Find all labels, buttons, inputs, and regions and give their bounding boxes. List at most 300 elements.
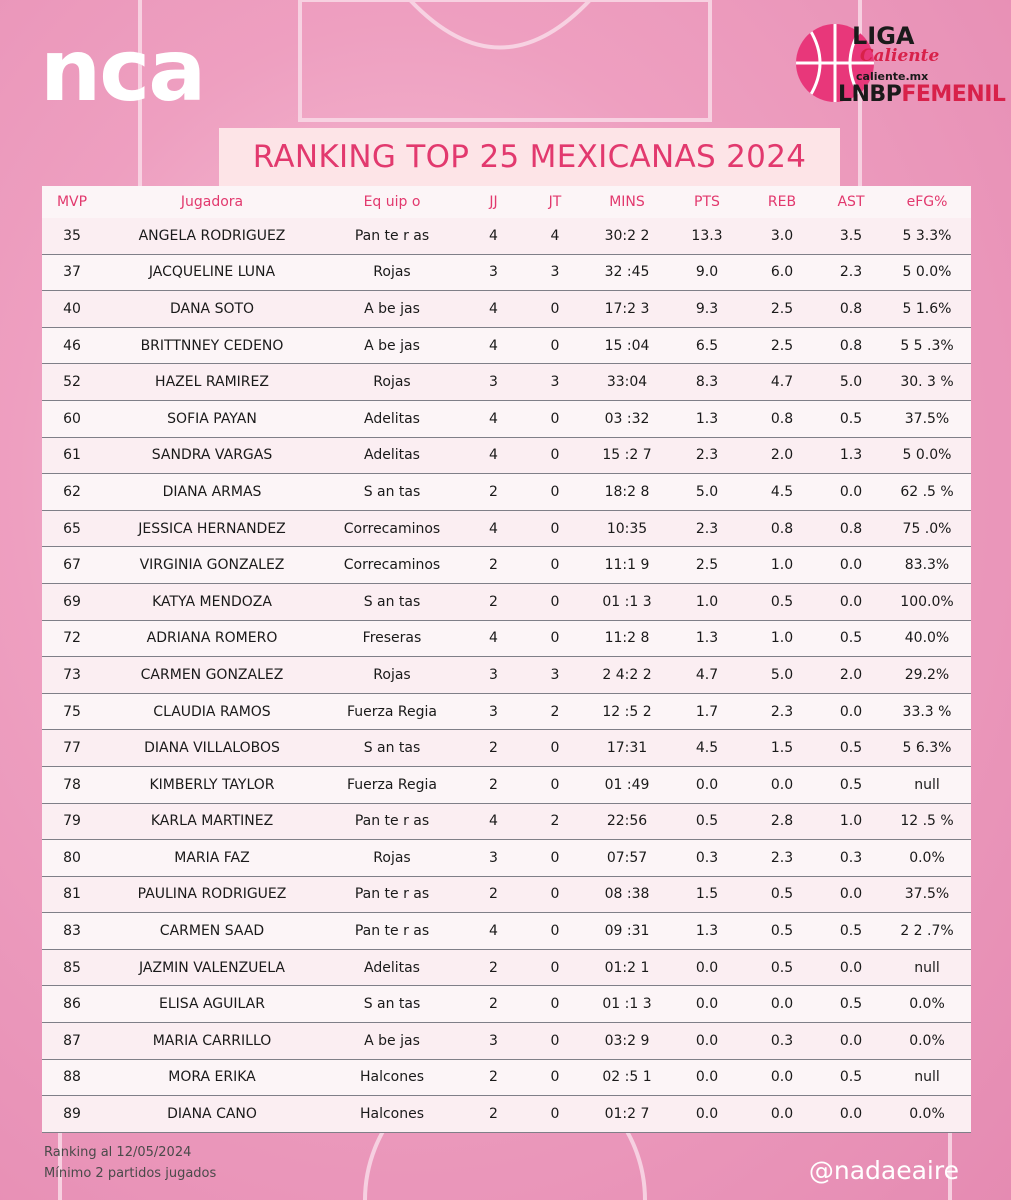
table-cell: 0.0% bbox=[909, 849, 945, 866]
table-cell: 0.8 bbox=[839, 520, 863, 537]
table-cell: 12 :5 2 bbox=[602, 703, 652, 720]
table-cell: 3.0 bbox=[770, 227, 794, 244]
table-cell: 3 bbox=[489, 849, 498, 866]
table-cell: Fuerza Regia bbox=[347, 703, 437, 720]
table-cell: 75 .0% bbox=[902, 520, 952, 537]
page-title: RANKING TOP 25 MEXICANAS 2024 bbox=[252, 139, 807, 175]
table-cell: 2 bbox=[550, 703, 560, 720]
table-cell: Fuerza Regia bbox=[347, 776, 437, 793]
table-cell: 0.5 bbox=[695, 813, 719, 830]
liga-text: LIGA bbox=[852, 22, 915, 50]
table-row bbox=[42, 913, 971, 950]
table-cell: VIRGINIA GONZALEZ bbox=[139, 557, 285, 574]
nca-logo: nca bbox=[40, 21, 205, 121]
table-row bbox=[42, 1023, 971, 1060]
table-cell: 2 bbox=[489, 1106, 498, 1123]
column-header: MINS bbox=[609, 194, 645, 210]
column-header: AST bbox=[837, 194, 865, 210]
table-cell: 2 bbox=[489, 886, 498, 903]
table-cell: 0.5 bbox=[839, 740, 863, 757]
table-cell: Adelitas bbox=[364, 447, 420, 464]
table-row bbox=[42, 694, 971, 731]
table-cell: 2 bbox=[489, 593, 498, 610]
femenil-text: FEMENIL bbox=[901, 82, 1006, 107]
table-cell: 4.5 bbox=[770, 483, 794, 500]
table-cell: 0.0 bbox=[839, 557, 863, 574]
table-cell: 2.3 bbox=[695, 447, 719, 464]
table-cell: 0.0 bbox=[695, 776, 719, 793]
table-cell: 0.5 bbox=[839, 410, 863, 427]
table-cell: 33.3 % bbox=[902, 703, 952, 720]
table-header bbox=[42, 186, 971, 218]
table-cell: 0 bbox=[550, 1032, 560, 1049]
table-cell: null bbox=[914, 1069, 940, 1086]
table-cell: 73 bbox=[63, 666, 81, 683]
table-cell: 75 bbox=[63, 703, 81, 720]
table-row bbox=[42, 255, 971, 292]
table-cell: 0.0 bbox=[695, 1069, 719, 1086]
lnbp-text: LNBP bbox=[838, 82, 902, 107]
table-cell: 0.8 bbox=[770, 520, 794, 537]
table-cell: 5 1.6% bbox=[902, 300, 952, 317]
table-row bbox=[42, 218, 971, 255]
table-cell: 3 bbox=[489, 264, 498, 281]
table-cell: 37.5% bbox=[904, 886, 950, 903]
table-cell: 1.0 bbox=[695, 593, 719, 610]
table-cell: Adelitas bbox=[364, 959, 420, 976]
table-cell: 2.0 bbox=[839, 666, 863, 683]
table-cell: HAZEL RAMIREZ bbox=[155, 374, 269, 391]
table-cell: 4 bbox=[489, 630, 498, 647]
table-cell: 0 bbox=[550, 1106, 560, 1123]
table-cell: 2.5 bbox=[770, 337, 794, 354]
table-cell: 5.0 bbox=[839, 374, 863, 391]
table-cell: 0 bbox=[550, 886, 560, 903]
ranking-table bbox=[42, 186, 971, 1133]
table-cell: 0 bbox=[550, 740, 560, 757]
table-cell: 0 bbox=[550, 300, 560, 317]
table-cell: 3 bbox=[550, 374, 560, 391]
table-row bbox=[42, 840, 971, 877]
table-cell: null bbox=[914, 776, 940, 793]
table-cell: Correcaminos bbox=[343, 520, 441, 537]
table-cell: JACQUELINE LUNA bbox=[148, 264, 276, 281]
table-cell: 4.7 bbox=[695, 666, 719, 683]
table-row bbox=[42, 950, 971, 987]
table-cell: 3 bbox=[489, 374, 498, 391]
table-cell: 0.0 bbox=[839, 959, 863, 976]
table-cell: ELISA AGUILAR bbox=[159, 996, 265, 1013]
table-cell: 2 4:2 2 bbox=[602, 666, 652, 683]
table-cell: MARIA CARRILLO bbox=[152, 1032, 272, 1049]
liga-logo bbox=[796, 22, 1006, 112]
table-cell: 9.3 bbox=[695, 300, 719, 317]
table-cell: 1.3 bbox=[695, 410, 719, 427]
table-cell: 0 bbox=[550, 776, 560, 793]
table-cell: 0 bbox=[550, 593, 560, 610]
table-cell: 2 bbox=[489, 996, 498, 1013]
table-cell: 1.3 bbox=[695, 630, 719, 647]
table-cell: KIMBERLY TAYLOR bbox=[149, 776, 275, 793]
table-cell: 1.0 bbox=[770, 630, 794, 647]
table-cell: 4.5 bbox=[695, 740, 719, 757]
table-cell: 09 :31 bbox=[604, 923, 650, 940]
table-cell: 37.5% bbox=[904, 410, 950, 427]
table-cell: null bbox=[914, 959, 940, 976]
table-cell: 0.0 bbox=[695, 1106, 719, 1123]
table-cell: 0 bbox=[550, 959, 560, 976]
table-cell: 0 bbox=[550, 447, 560, 464]
table-cell: A be jas bbox=[364, 300, 420, 317]
column-header: JJ bbox=[489, 194, 498, 210]
table-cell: 5.0 bbox=[770, 666, 794, 683]
table-cell: 100.0% bbox=[900, 593, 954, 610]
table-cell: SANDRA VARGAS bbox=[151, 447, 273, 464]
table-cell: 15 :2 7 bbox=[602, 447, 652, 464]
table-cell: 01:2 1 bbox=[604, 959, 650, 976]
table-cell: 0.5 bbox=[839, 776, 863, 793]
table-row bbox=[42, 364, 971, 401]
table-cell: 01 :1 3 bbox=[602, 593, 652, 610]
table-cell: 52 bbox=[63, 374, 81, 391]
table-cell: ADRIANA ROMERO bbox=[146, 630, 278, 647]
table-cell: 0 bbox=[550, 520, 560, 537]
lnbp-femenil-text bbox=[838, 82, 1005, 107]
table-cell: 29.2% bbox=[904, 666, 950, 683]
table-cell: 30:2 2 bbox=[604, 227, 650, 244]
table-cell: Adelitas bbox=[364, 410, 420, 427]
table-cell: 0 bbox=[550, 923, 560, 940]
table-cell: 0.0 bbox=[695, 996, 719, 1013]
table-cell: S an tas bbox=[363, 996, 421, 1013]
table-cell: 83.3% bbox=[904, 557, 950, 574]
table-cell: 1.5 bbox=[695, 886, 719, 903]
table-cell: CARMEN SAAD bbox=[159, 923, 265, 940]
table-cell: 40 bbox=[63, 300, 81, 317]
table-cell: 2.5 bbox=[695, 557, 719, 574]
table-cell: Rojas bbox=[373, 849, 411, 866]
table-cell: 62 .5 % bbox=[900, 483, 954, 500]
table-cell: 11:1 9 bbox=[604, 557, 650, 574]
table-cell: 78 bbox=[63, 776, 81, 793]
table-row bbox=[42, 804, 971, 841]
table-cell: 0.0 bbox=[839, 886, 863, 903]
table-cell: 3 bbox=[489, 666, 498, 683]
table-cell: A be jas bbox=[364, 337, 420, 354]
table-cell: BRITTNNEY CEDENO bbox=[140, 337, 284, 354]
table-cell: 01 :1 3 bbox=[602, 996, 652, 1013]
table-cell: 4 bbox=[489, 300, 498, 317]
table-cell: 0.5 bbox=[839, 1069, 863, 1086]
table-cell: 3.5 bbox=[839, 227, 863, 244]
table-cell: 0.5 bbox=[839, 630, 863, 647]
table-cell: 18:2 8 bbox=[604, 483, 650, 500]
table-cell: 0.0 bbox=[770, 996, 794, 1013]
table-cell: 0 bbox=[550, 557, 560, 574]
table-cell: 01:2 7 bbox=[604, 1106, 650, 1123]
table-cell: 72 bbox=[63, 630, 81, 647]
table-cell: 4 bbox=[489, 447, 498, 464]
table-cell: 89 bbox=[63, 1106, 81, 1123]
table-row bbox=[42, 584, 971, 621]
table-cell: 0.0 bbox=[770, 1069, 794, 1086]
table-cell: Pan te r as bbox=[354, 923, 430, 940]
table-cell: CLAUDIA RAMOS bbox=[153, 703, 271, 720]
table-cell: 2 2 .7% bbox=[900, 923, 954, 940]
table-cell: 5.0 bbox=[695, 483, 719, 500]
table-row bbox=[42, 401, 971, 438]
table-cell: 2.0 bbox=[770, 447, 794, 464]
table-cell: 02 :5 1 bbox=[602, 1069, 652, 1086]
table-cell: 32 :45 bbox=[604, 264, 650, 281]
table-cell: 17:31 bbox=[606, 740, 648, 757]
table-cell: 0.8 bbox=[839, 337, 863, 354]
table-cell: 5 5 .3% bbox=[900, 337, 954, 354]
table-cell: Halcones bbox=[359, 1069, 425, 1086]
column-header: eFG% bbox=[906, 194, 948, 210]
table-cell: 12 .5 % bbox=[900, 813, 954, 830]
table-row bbox=[42, 511, 971, 548]
table-cell: 03:2 9 bbox=[604, 1032, 650, 1049]
table-cell: 30. 3 % bbox=[900, 374, 954, 391]
table-cell: 4 bbox=[489, 923, 498, 940]
table-cell: 4 bbox=[489, 520, 498, 537]
table-cell: 83 bbox=[63, 923, 81, 940]
table-cell: Halcones bbox=[359, 1106, 425, 1123]
table-cell: 6.0 bbox=[770, 264, 794, 281]
table-cell: 1.5 bbox=[770, 740, 794, 757]
table-cell: MORA ERIKA bbox=[168, 1069, 256, 1086]
table-cell: 35 bbox=[63, 227, 81, 244]
table-cell: 4 bbox=[489, 337, 498, 354]
table-cell: 0.3 bbox=[770, 1032, 794, 1049]
table-cell: 37 bbox=[63, 264, 81, 281]
table-cell: 0.0 bbox=[770, 1106, 794, 1123]
table-cell: A be jas bbox=[364, 1032, 420, 1049]
column-header: Jugadora bbox=[180, 194, 244, 210]
table-cell: 77 bbox=[63, 740, 81, 757]
table-cell: Pan te r as bbox=[354, 813, 430, 830]
table-cell: 0 bbox=[550, 1069, 560, 1086]
table-cell: KARLA MARTINEZ bbox=[150, 813, 274, 830]
table-cell: 1.3 bbox=[839, 447, 863, 464]
column-header: Eq uip o bbox=[363, 194, 421, 210]
column-header: PTS bbox=[694, 194, 720, 210]
table-cell: 2 bbox=[489, 1069, 498, 1086]
table-cell: 0.5 bbox=[770, 886, 794, 903]
table-cell: 85 bbox=[63, 959, 81, 976]
table-cell: 0.0% bbox=[909, 1032, 945, 1049]
table-cell: 0.0 bbox=[839, 1106, 863, 1123]
social-handle: @nadaeaire bbox=[808, 1156, 959, 1185]
table-row bbox=[42, 1060, 971, 1097]
table-cell: 3 bbox=[550, 264, 560, 281]
table-cell: 5 0.0% bbox=[902, 264, 952, 281]
table-cell: 0.0 bbox=[839, 1032, 863, 1049]
table-row bbox=[42, 986, 971, 1023]
table-cell: 88 bbox=[63, 1069, 81, 1086]
table-cell: 10:35 bbox=[606, 520, 648, 537]
table-cell: 5 6.3% bbox=[902, 740, 952, 757]
table-cell: 0.5 bbox=[770, 959, 794, 976]
table-cell: 4 bbox=[489, 813, 498, 830]
table-cell: 1.0 bbox=[839, 813, 863, 830]
title-banner bbox=[219, 128, 840, 186]
table-cell: ANGELA RODRIGUEZ bbox=[138, 227, 286, 244]
table-cell: 07:57 bbox=[606, 849, 648, 866]
table-cell: 3 bbox=[489, 703, 498, 720]
table-cell: 62 bbox=[63, 483, 81, 500]
table-cell: 6.5 bbox=[695, 337, 719, 354]
table-cell: 15 :04 bbox=[604, 337, 650, 354]
table-cell: 03 :32 bbox=[604, 410, 650, 427]
table-cell: 0.0 bbox=[839, 593, 863, 610]
column-header: MVP bbox=[56, 194, 88, 210]
table-cell: 2 bbox=[489, 557, 498, 574]
table-cell: 0.0% bbox=[909, 996, 945, 1013]
table-body bbox=[42, 218, 971, 1133]
table-row bbox=[42, 730, 971, 767]
table-cell: DIANA CANO bbox=[167, 1106, 257, 1123]
table-cell: 87 bbox=[63, 1032, 81, 1049]
table-cell: 22:56 bbox=[606, 813, 648, 830]
table-cell: Rojas bbox=[373, 666, 411, 683]
table-cell: 4 bbox=[550, 227, 560, 244]
table-cell: Freseras bbox=[362, 630, 422, 647]
table-cell: 2.5 bbox=[770, 300, 794, 317]
table-cell: S an tas bbox=[363, 740, 421, 757]
table-cell: Rojas bbox=[373, 264, 411, 281]
footnotes bbox=[44, 1142, 216, 1184]
table-cell: 40.0% bbox=[904, 630, 950, 647]
table-cell: 0 bbox=[550, 483, 560, 500]
table-cell: 33:04 bbox=[606, 374, 648, 391]
table-cell: 01 :49 bbox=[604, 776, 650, 793]
table-cell: 61 bbox=[63, 447, 81, 464]
table-cell: 4 bbox=[489, 410, 498, 427]
table-cell: 2 bbox=[489, 959, 498, 976]
table-cell: SOFIA PAYAN bbox=[167, 410, 257, 427]
table-cell: 0.0 bbox=[770, 776, 794, 793]
table-cell: 0 bbox=[550, 337, 560, 354]
table-cell: 81 bbox=[63, 886, 81, 903]
table-cell: 0.0 bbox=[695, 1032, 719, 1049]
table-cell: 0.0 bbox=[695, 959, 719, 976]
table-row bbox=[42, 767, 971, 804]
table-cell: S an tas bbox=[363, 483, 421, 500]
table-cell: 67 bbox=[63, 557, 81, 574]
table-cell: DIANA ARMAS bbox=[162, 483, 262, 500]
table-cell: 2 bbox=[489, 483, 498, 500]
table-cell: DANA SOTO bbox=[169, 300, 255, 317]
table-cell: 4 bbox=[489, 227, 498, 244]
table-cell: 8.3 bbox=[695, 374, 719, 391]
table-cell: 80 bbox=[63, 849, 81, 866]
table-cell: 1.7 bbox=[695, 703, 719, 720]
table-cell: Correcaminos bbox=[343, 557, 441, 574]
table-cell: 2 bbox=[489, 776, 498, 793]
table-cell: 5 0.0% bbox=[902, 447, 952, 464]
table-cell: DIANA VILLALOBOS bbox=[144, 740, 280, 757]
table-cell: 86 bbox=[63, 996, 81, 1013]
table-row bbox=[42, 438, 971, 475]
table-cell: 0.5 bbox=[770, 593, 794, 610]
table-cell: 0.0% bbox=[909, 1106, 945, 1123]
table-cell: 0.3 bbox=[839, 849, 863, 866]
table-cell: 4.7 bbox=[770, 374, 794, 391]
table-cell: MARIA FAZ bbox=[174, 849, 250, 866]
column-header: REB bbox=[767, 194, 797, 210]
table-cell: 65 bbox=[63, 520, 81, 537]
table-cell: 0 bbox=[550, 996, 560, 1013]
table-row bbox=[42, 474, 971, 511]
table-cell: S an tas bbox=[363, 593, 421, 610]
table-cell: 2.3 bbox=[770, 849, 794, 866]
column-header: JT bbox=[548, 194, 562, 210]
table-cell: 46 bbox=[63, 337, 81, 354]
table-cell: Pan te r as bbox=[354, 227, 430, 244]
table-cell: 0.5 bbox=[839, 923, 863, 940]
minimum-games-note: Mínimo 2 partidos jugados bbox=[44, 1166, 217, 1181]
table-cell: 0.5 bbox=[839, 996, 863, 1013]
table-cell: 3 bbox=[489, 1032, 498, 1049]
table-cell: 2.3 bbox=[695, 520, 719, 537]
table-cell: 69 bbox=[63, 593, 81, 610]
table-cell: KATYA MENDOZA bbox=[152, 593, 272, 610]
table-row bbox=[42, 291, 971, 328]
table-cell: 0 bbox=[550, 630, 560, 647]
table-cell: 0.5 bbox=[770, 923, 794, 940]
table-cell: JESSICA HERNANDEZ bbox=[138, 520, 286, 537]
table-cell: Pan te r as bbox=[354, 886, 430, 903]
table-cell: PAULINA RODRIGUEZ bbox=[137, 886, 287, 903]
caliente-text: Caliente bbox=[860, 46, 940, 66]
table-cell: 08 :38 bbox=[604, 886, 650, 903]
table-cell: 5 3.3% bbox=[902, 227, 952, 244]
table-cell: JAZMIN VALENZUELA bbox=[139, 959, 285, 976]
table-cell: 0.3 bbox=[695, 849, 719, 866]
table-cell: 2 bbox=[489, 740, 498, 757]
table-row bbox=[42, 1096, 971, 1133]
ranking-date-note: Ranking al 12/05/2024 bbox=[44, 1145, 192, 1160]
table-cell: 2 bbox=[550, 813, 560, 830]
table-cell: 0.8 bbox=[770, 410, 794, 427]
table-cell: 79 bbox=[63, 813, 81, 830]
table-cell: 3 bbox=[550, 666, 560, 683]
table-cell: 60 bbox=[63, 410, 81, 427]
table-cell: CARMEN GONZALEZ bbox=[140, 666, 284, 683]
table-cell: 2.3 bbox=[770, 703, 794, 720]
table-cell: 13.3 bbox=[691, 227, 723, 244]
table-cell: 0.0 bbox=[839, 483, 863, 500]
table-cell: 0 bbox=[550, 849, 560, 866]
table-cell: 2.3 bbox=[839, 264, 863, 281]
table-row bbox=[42, 547, 971, 584]
table-cell: 0 bbox=[550, 410, 560, 427]
table-cell: 17:2 3 bbox=[604, 300, 650, 317]
table-row bbox=[42, 621, 971, 658]
table-row bbox=[42, 328, 971, 365]
table-cell: 0.8 bbox=[839, 300, 863, 317]
caliente-url: caliente.mx bbox=[856, 70, 929, 83]
table-cell: 9.0 bbox=[695, 264, 719, 281]
table-cell: 11:2 8 bbox=[604, 630, 650, 647]
table-cell: 1.3 bbox=[695, 923, 719, 940]
table-row bbox=[42, 877, 971, 914]
table-cell: 2.8 bbox=[770, 813, 794, 830]
table-cell: Rojas bbox=[373, 374, 411, 391]
table-row bbox=[42, 657, 971, 694]
